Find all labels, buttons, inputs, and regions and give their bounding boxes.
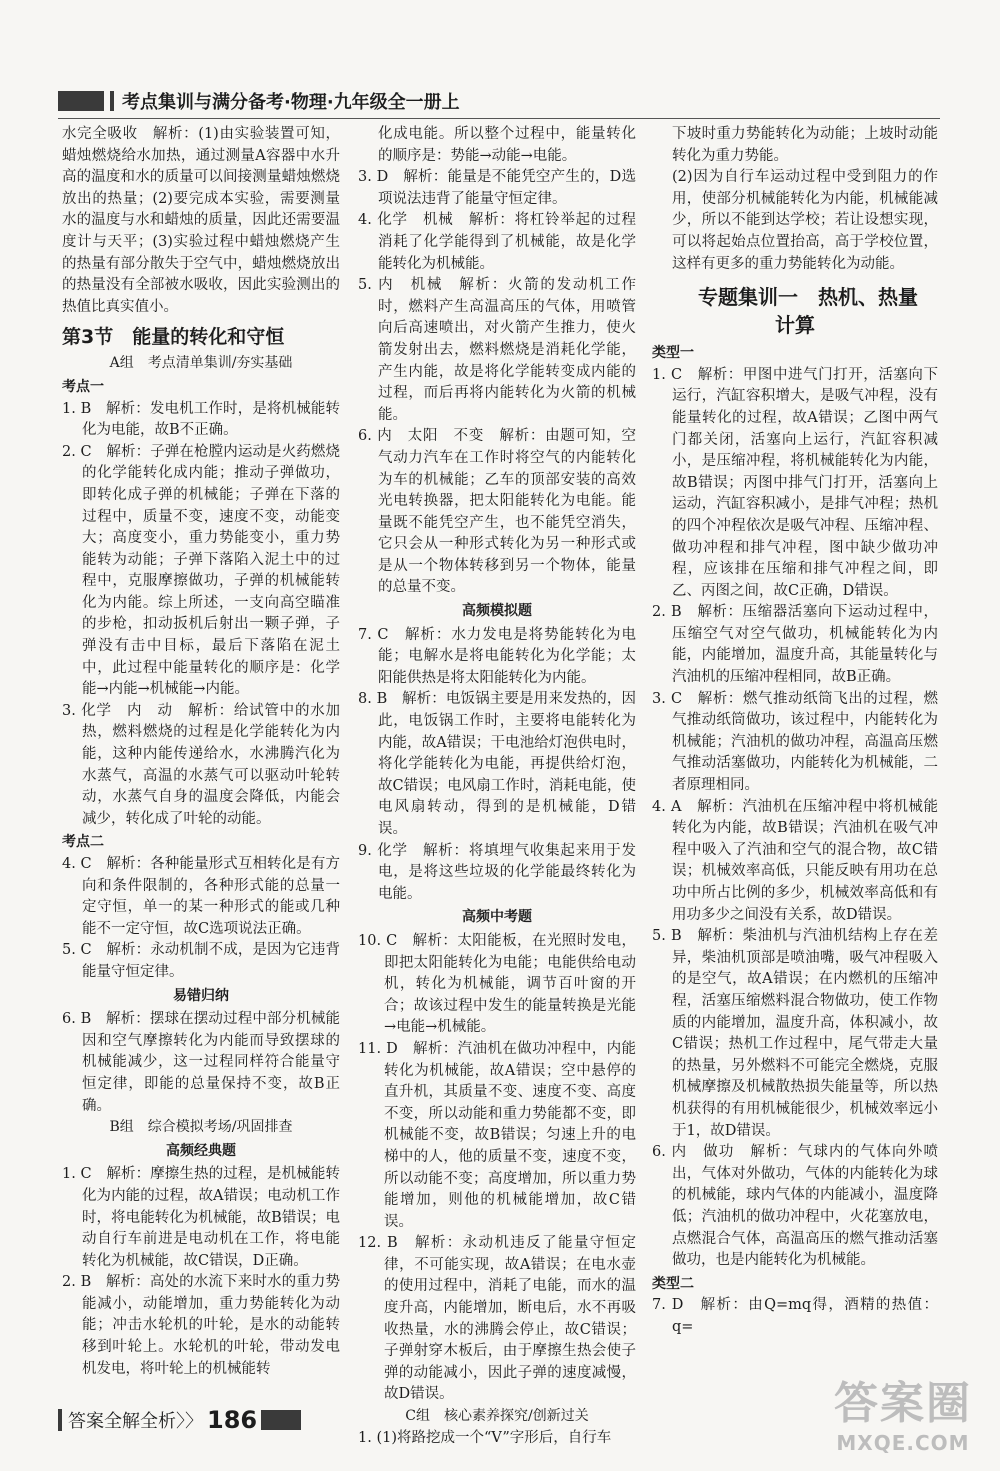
answer-item: 1. C 解析：摩擦生热的过程，是机械能转化为内能的过程，故A错误；电动机工作时，将电能转化为机械能，故B错误；电动自行车前进是电动机在工作，将电能转化为机械能，故C错误，D正确。: [62, 1166, 340, 1269]
header-bar: [110, 91, 114, 111]
answer-item: 5. 内 机械 解析：火箭的发动机工作时，燃料产生高温高压的气体，用喷管向后高速喷出，对火箭产生推力，使火箭发射出去，燃料燃烧是消耗化学能，产生内能，故是将化学能转变成内能的过程，而后再将内能转化为火箭的机械能。: [358, 277, 636, 423]
kaodian-2: 考点二: [62, 834, 104, 851]
answer-item: 12. B 解析：永动机违反了能量守恒定律，不可能实现，故A错误；在电水壶的使用过程中，消耗了电能，而水的温度升高，内能增加，断电后，水不再吸收热量，水的沸腾会停止，故C错误；子弹射穿木板后，由于摩擦生热会使子弹的动能减小，因此子弹的速度减慢，故D错误。: [358, 1235, 636, 1403]
answer-item: 3. C 解析：燃气推动纸筒飞出的过程，燃气推动纸筒做功，该过程中，内能转化为机械能；汽油机的做功冲程，高温高压燃气推动活塞做功，内能转化为机械能，二者原理相同。: [652, 690, 938, 794]
group-b-title: B组 综合模拟考场/巩固排查: [109, 1119, 293, 1136]
header-title: 考点集训与满分备考·物理·九年级全一册上: [122, 92, 460, 113]
column-1: [62, 124, 340, 1380]
watermark-url: MXQE.COM: [836, 1431, 970, 1455]
answer-item: 2. B 解析：压缩器活塞向下运动过程中，压缩空气对空气做功，机械能转化为内能，内能增加，温度升高，其能量转化与汽油机的压缩冲程相同，故B正确。: [652, 604, 938, 686]
page-number: 186: [207, 1406, 258, 1434]
group-c-title: C组 核心素养探究/创新过关: [405, 1408, 589, 1425]
answer-continuation: 下坡时重力势能转化为动能；上坡时动能转化为重力势能。: [672, 126, 938, 164]
page-header: [58, 88, 460, 114]
watermark: [834, 1367, 972, 1455]
answer-item: 5. C 解析：永动机制不成，是因为它违背能量守恒定律。: [62, 942, 340, 980]
answer-item: 4. A 解析：汽油机在压缩冲程中将机械能转化为内能，故B错误；汽油机在吸气冲程中吸入了汽油和空气的混合物，故C错误；机械效率高低，只能反映有用功在总功中所占比例的多少，机械效率高低和有用功多少之间没有关系，故D错误。: [652, 798, 938, 923]
answer-item: 3. 化学 内 动 解析：给试管中的水加热，燃料燃烧的过程是化学能转化为内能，这种内能传递给水，水沸腾汽化为水蒸气，高温的水蒸气可以驱动叶轮转动，水蒸气自身的温度会降低，内能会减少，转化成了叶轮的动能。: [62, 702, 340, 827]
answer-item: 1. C 解析：甲图中进气门打开，活塞向下运行，汽缸容积增大，是吸气冲程，没有能量转化的过程，故A错误；乙图中两气门都关闭，活塞向上运行，汽缸容积减小，是压缩冲程，将机械能转化为内能，故B错误；丙图中排气门打开，活塞向上运动，汽缸容积减小，是排气冲程；热机的四个冲程依次是吸气冲程、压缩冲程、做功冲程和排气冲程，图中缺少做功冲程，应该排在压缩和排气冲程之间，即乙、丙图之间，故C正确，D错误。: [652, 366, 938, 599]
answer-continuation: (2)因为自行车运动过程中受到阻力的作用，使部分机械能转化为内能，机械能减少，所以不能到达学校；若让设想实现，可以将起始点位置抬高，高于学校位置，这样有更多的重力势能转化为动能。: [672, 169, 938, 272]
topic-title-line-1: 专题集训一 热机、热量: [698, 285, 918, 310]
footer-bar: [58, 1409, 62, 1431]
answer-item: 3. D 解析：能量是不能凭空产生的，D选项说法违背了能量守恒定律。: [358, 169, 636, 207]
answer-item: 7. C 解析：水力发电是将势能转化为电能；电解水是将电能转化为化学能；太阳能供热是将太阳能转化为内能。: [358, 626, 636, 686]
header-dark-block: [58, 91, 104, 111]
answer-item: 2. C 解析：子弹在枪膛内运动是火药燃烧的化学能转化成内能；推动子弹做功，即转化成子弹的机械能；子弹在下落的过程中，质量不变，速度不变，动能变大；高度变小，重力势能变小，重力势能转为动能；子弹下落陷入泥土中的过程中，克服摩擦做功，子弹的机械能转化为内能。综上所述，一支向高空瞄准的步枪，扣动扳机后射出一颗子弹，子弹没有击中目标，最后下落陷在泥土中，此过程中能量转化的顺序是：化学能→内能→机械能→内能。: [62, 443, 340, 698]
answer-item: 6. 内 做功 解析：气球内的气体向外喷出，气体对外做功，气体的内能转化为球的机械能，球内气体的内能减小，温度降低；汽油机的做功冲程中，火花塞放电，点燃混合气体，高温高压的燃气推动活塞做功，也是内能转化为机械能。: [652, 1144, 938, 1269]
subsection-heading: 易错归纳: [173, 987, 229, 1004]
subsection-heading: 高频模拟题: [462, 603, 532, 620]
answer-item: 6. 内 太阳 不变 解析：由题可知，空气动力汽车在工作时将空气的内能转化为车的机械能；乙车的顶部安装的高效光电转换器，把太阳能转化为电能。能量既不能凭空产生，也不能凭空消失，它只会从一种形式转化为另一种形式或是从一个物体转移到另一个物体，能量的总量不变。: [358, 428, 636, 596]
type-heading: 类型一: [652, 345, 694, 362]
footer-dark-block: [261, 1410, 301, 1430]
subsection-heading: 高频中考题: [462, 909, 532, 926]
section-title: 第3节 能量的转化和守恒: [62, 326, 285, 349]
kaodian-1: 考点一: [62, 378, 104, 395]
answer-item: 8. B 解析：电饭锅主要是用来发热的，因此，电饭锅工作时，主要将电能转化为内能，故A错误；干电池给灯泡供电时，将化学能转化为电能，再提供给灯泡，故C错误；电风扇工作时，消耗电能，使电风扇转动，得到的是机械能，D错误。: [358, 691, 636, 837]
column-2: [358, 124, 636, 1449]
answer-paragraph: 水完全吸收 解析：(1)由实验装置可知，蜡烛燃烧给水加热，通过测量A容器中水升高的温度和水的质量可以间接测量蜡烛燃烧放出的热量；(2)要完成本实验，需要测量水的温度与水和蜡烛的质量，因此还需要温度计与天平；(3)实验过程中蜡烛燃烧产生的热量有部分散失于空气中，蜡烛燃烧放出的热量没有全部被水吸收，因此实验测出的热值比真实值小。: [62, 126, 340, 315]
answer-item: 4. 化学 机械 解析：将杠铃举起的过程消耗了化学能得到了机械能，故是化学能转化为机械能。: [358, 212, 636, 272]
answer-item: 7. D 解析：由Q=mq得，酒精的热值：q=: [652, 1297, 938, 1335]
type-heading: 类型二: [652, 1275, 694, 1292]
watermark-logo-text: 答案圈: [834, 1378, 972, 1429]
answer-item: 2. B 解析：高处的水流下来时水的重力势能减小，动能增加，重力势能转化为动能；冲击水轮机的叶轮，是水的动能转移到叶轮上。水轮机的叶轮，带动发电机发电，将叶轮上的机械能转: [62, 1274, 340, 1377]
footer-arrows: 〉〉: [176, 1411, 203, 1432]
topic-title-line-2: 计算: [775, 313, 815, 338]
answer-item: 1. B 解析：发电机工作时，是将机械能转化为电能，故B不正确。: [62, 400, 340, 439]
answer-item: 10. C 解析：太阳能板，在光照时发电，即把太阳能转化为电能；电能供给电动机，转化为机械能，调节百叶窗的开合；故该过程中发生的能量转换是光能→电能→机械能。: [358, 932, 636, 1036]
answer-item: 4. C 解析：各种能量形式互相转化是有方向和条件限制的，各种形式能的总量一定守恒，单一的某一种形式的能或几种能不一定守恒，故C选项说法正确。: [62, 856, 340, 937]
answer-item: 11. D 解析：汽油机在做功冲程中，内能转化为机械能，故A错误；空中悬停的直升机，其质量不变、速度不变、高度不变，所以动能和重力势能都不变，即机械能不变，故B错误；匀速上升的电梯中的人，他的质量不变，速度不变，所以动能不变；高度增加，所以重力势能增加，则他的机械能增加，故C错误。: [358, 1040, 636, 1230]
answer-item: 5. B 解析：柴油机与汽油机结构上存在差异，柴油机顶部是喷油嘴，吸气冲程吸入的是空气，故A错误；在内燃机的压缩冲程，活塞压缩燃料混合物做功，使工作物质的内能增加，温度升高，体积减小，故C错误；热机工作过程中，尾气带走大量的热量，另外燃料不可能完全燃烧，克服机械摩擦及机械散热损失能量等，所以热机获得的有用机械能很少，机械效率远小于1，故D错误。: [652, 928, 938, 1139]
answer-item: 1. (1)将路挖成一个“V”字形后，自行车: [358, 1429, 612, 1446]
page-footer: [58, 1406, 301, 1434]
footer-label: 答案全解全析: [68, 1411, 176, 1432]
answer-item: 6. B 解析：摆球在摆动过程中部分机械能因和空气摩擦转化为内能而导致摆球的机械能减少，这一过程同样符合能量守恒定律，即能的总量保持不变，故B正确。: [62, 1011, 340, 1114]
header-rule: [58, 118, 940, 119]
column-3: [652, 124, 938, 1338]
answer-item: 9. 化学 解析：将填埋气收集起来用于发电，是将这些垃圾的化学能最终转化为电能。: [358, 842, 636, 902]
group-a-title: A组 考点清单集训/夯实基础: [109, 355, 293, 372]
topic-title: [652, 283, 938, 339]
subsection-heading: 高频经典题: [166, 1142, 236, 1159]
answer-continuation: 化成电能。所以整个过程中，能量转化的顺序是：势能→动能→电能。: [378, 126, 636, 164]
